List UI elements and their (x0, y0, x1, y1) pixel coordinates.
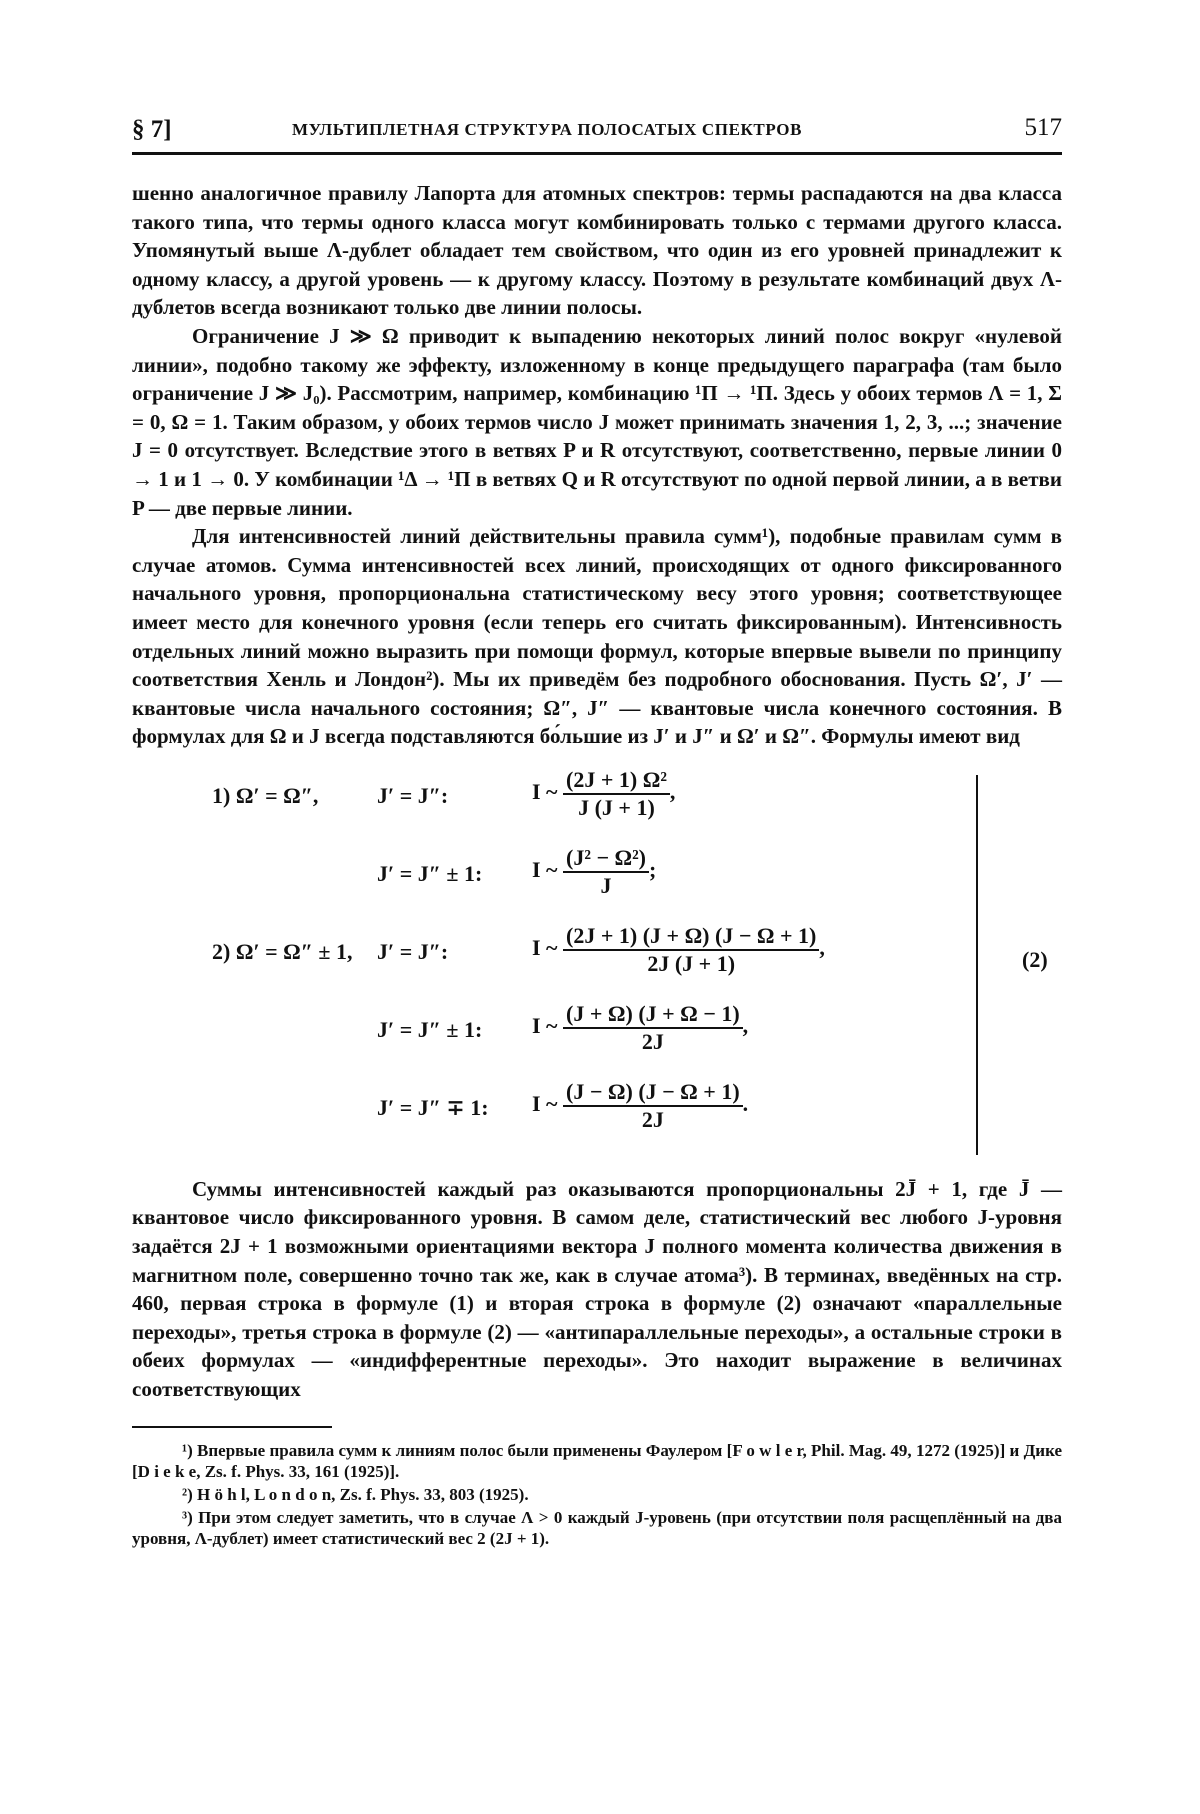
formula-numerator: (2J + 1) (J + Ω) (J − Ω + 1) (563, 923, 819, 951)
formula-cond: J′ = J″: (377, 782, 449, 808)
formula-case-1: 1) Ω′ = Ω″, (212, 782, 319, 808)
book-page (132, 110, 1062, 1551)
formula-tail: ; (649, 856, 657, 882)
formula-fraction (563, 1079, 743, 1133)
page-number: 517 (1024, 114, 1062, 141)
formula-lhs: I ~ (532, 934, 558, 960)
formula-cond: J′ = J″ ± 1: (377, 860, 483, 886)
formula-expression (532, 923, 825, 977)
footnote-3: ³) При этом следует заметить, что в случае Λ > 0 каждый J-уровень (при отсутствии поля расщеплённый на два уровня, Λ-дублет) имеет статистический вес 2 (2J + 1). (132, 1507, 1062, 1548)
running-header (132, 110, 1062, 150)
formula-denominator: J (600, 872, 612, 898)
formula-tail: , (669, 778, 676, 804)
formula-numerator: (2J + 1) Ω² (563, 767, 670, 795)
equation-number: (2) (1022, 946, 1048, 972)
formula-tail: , (742, 1012, 749, 1038)
formula-tail: . (742, 1090, 749, 1116)
formula-cond: J′ = J″: (377, 938, 449, 964)
formula-lhs: I ~ (532, 778, 558, 804)
formula-expression (532, 845, 656, 899)
formula-block-2 (132, 765, 1062, 1165)
formula-case-2: 2) Ω′ = Ω″ ± 1, (212, 938, 353, 964)
formula-fraction (563, 845, 649, 899)
formula-expression (532, 1079, 748, 1133)
formula-expression (532, 1001, 748, 1055)
formula-expression (532, 767, 675, 821)
paragraph-1: шенно аналогичное правилу Лапорта для атомных спектров: термы распадаются на два класса такого типа, что термы одного класса могут комбинировать только с термами другого класса. Упомянутый выше Λ-дублет обладает тем свойством, что один из его уровней принадлежит к одному классу, а другой уровень — к другому классу. Поэтому в результате комбинаций двух Λ-дублетов всегда возникают только две линии полосы. (132, 181, 1062, 320)
formula-fraction (563, 923, 819, 977)
formula-lhs: I ~ (532, 1090, 558, 1116)
footnote-2: ²) H ö h l, L o n d o n, Zs. f. Phys. 33, 803 (1925). (182, 1484, 529, 1504)
footnote-rule (132, 1426, 332, 1428)
footnote-1: ¹) Впервые правила сумм к линиям полос были применены Фаулером [F o w l e r, Phil. Mag. 49, 1272 (1925)] и Дике [D i e k e, Zs. f. Phys. 33, 161 (1925)]. (132, 1440, 1062, 1481)
formula-lhs: I ~ (532, 1012, 558, 1038)
formula-denominator: 2J (641, 1106, 664, 1132)
section-marker: § 7] (132, 116, 172, 143)
formula-fraction (563, 767, 670, 821)
formula-tail: , (819, 934, 825, 960)
paragraph-2: Ограничение J ≫ Ω приводит к выпадению некоторых линий полос вокруг «нулевой линии», подобно такому же эффекту, изложенному в конце предыдущего параграфа (там было ограничение J ≫ J₀). Рассмотрим, например, комбинацию ¹Π → ¹Π. Здесь у обоих термов Λ = 1, Σ = 0, Ω = 1. Таким образом, у обоих термов число J может принимать значения 1, 2, 3, ...; значение J = 0 отсутствует. Вследствие этого в ветвях P и R отсутствуют, соответственно, первые линии 0 → 1 и 1 → 0. У комбинации ¹Δ → ¹Π в ветвях Q и R отсутствуют по одной первой линии, а в ветви P — две первые линии. (132, 323, 1062, 520)
formula-denominator: J (J + 1) (578, 794, 655, 820)
formula-fraction (563, 1001, 743, 1055)
running-title: МУЛЬТИПЛЕТНАЯ СТРУКТУРА ПОЛОСАТЫХ СПЕКТРОВ (292, 120, 803, 139)
formula-numerator: (J − Ω) (J − Ω + 1) (563, 1079, 743, 1107)
formula-denominator: 2J (J + 1) (647, 950, 736, 976)
formula-cond: J′ = J″ ± 1: (377, 1016, 483, 1042)
paragraph-3: Для интенсивностей линий действительны правила сумм¹), подобные правилам сумм в случае атомов. Сумма интенсивностей всех линий, происходящих от одного фиксированного начального уровня, пропорциональна статистическому весу этого уровня; соответствующее имеет место для конечного уровня (если теперь его считать фиксированным). Интенсивность отдельных линий можно выразить при помощи формул, которые впервые вывели по принципу соответствия Хенль и Лондон²). Мы их приведём без подробного обоснования. Пусть Ω′, J′ — квантовые числа начального состояния; Ω″, J″ — квантовые числа конечного состояния. В формулах для Ω и J всегда подставляются бо́льшие из J′ и J″ и Ω′ и Ω″. Формулы имеют вид (132, 524, 1062, 749)
formula-denominator: 2J (641, 1028, 664, 1054)
formula-numerator: (J² − Ω²) (563, 845, 649, 873)
header-rule (132, 152, 1062, 155)
formula-lhs: I ~ (532, 856, 558, 882)
paragraph-4: Суммы интенсивностей каждый раз оказываются пропорциональны 2J̄ + 1, где J̄ — квантовое число фиксированного уровня. В самом деле, статистический вес любого J-уровня задаётся 2J + 1 возможными ориентациями вектора J полного момента количества движения в магнитном поле, совершенно точно так же, как в случае атома³). В терминах, введённых на стр. 460, первая строка в формуле (1) и вторая строка в формуле (2) означают «параллельные переходы», третья строка в формуле (2) — «антипараллельные переходы», а остальные строки в обеих формулах — «индифферентные переходы». Это находит выражение в величинах соответствующих (132, 1176, 1062, 1402)
formula-numerator: (J + Ω) (J + Ω − 1) (563, 1001, 743, 1029)
formula-brace (962, 775, 978, 1155)
formula-cond: J′ = J″ ∓ 1: (377, 1094, 489, 1120)
